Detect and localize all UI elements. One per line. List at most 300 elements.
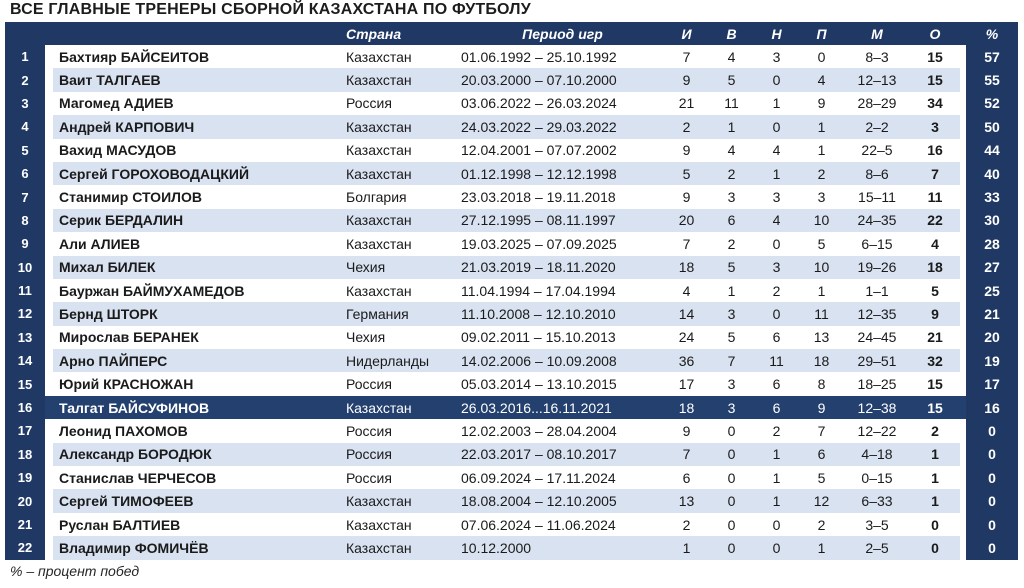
coach-name: Серик БЕРДАЛИН — [53, 209, 340, 232]
left-gap — [45, 279, 53, 302]
table-row — [5, 419, 1018, 442]
games-cell: 24 — [664, 326, 709, 349]
left-gap — [45, 536, 53, 559]
left-gap — [45, 513, 53, 536]
draws-cell: 1 — [754, 92, 799, 115]
rank-cell: 18 — [5, 443, 45, 466]
table-row — [5, 279, 1018, 302]
table-header-row — [5, 22, 1018, 45]
points-cell: 1 — [910, 466, 960, 489]
header-goals: М — [844, 22, 910, 45]
wins-cell: 4 — [709, 139, 754, 162]
percent-cell: 33 — [966, 185, 1018, 208]
percent-cell: 0 — [966, 466, 1018, 489]
goals-cell: 8–6 — [844, 162, 910, 185]
coach-name: Вахид МАСУДОВ — [53, 139, 340, 162]
wins-cell: 1 — [709, 115, 754, 138]
rank-cell: 14 — [5, 349, 45, 372]
draws-cell: 1 — [754, 466, 799, 489]
coach-name: Али АЛИЕВ — [53, 232, 340, 255]
period-cell: 20.03.2000 – 07.10.2000 — [454, 68, 664, 91]
period-cell: 09.02.2011 – 15.10.2013 — [454, 326, 664, 349]
percent-cell: 16 — [966, 396, 1018, 419]
country-cell: Россия — [340, 466, 454, 489]
percent-cell: 30 — [966, 209, 1018, 232]
losses-cell: 1 — [799, 536, 844, 559]
points-cell: 34 — [910, 92, 960, 115]
period-cell: 01.06.1992 – 25.10.1992 — [454, 45, 664, 68]
rank-cell: 15 — [5, 372, 45, 395]
table-row — [5, 185, 1018, 208]
country-cell: Казахстан — [340, 279, 454, 302]
losses-cell: 9 — [799, 92, 844, 115]
rank-cell: 16 — [5, 396, 45, 419]
goals-cell: 6–15 — [844, 232, 910, 255]
country-cell: Казахстан — [340, 536, 454, 559]
games-cell: 7 — [664, 443, 709, 466]
table-row — [5, 92, 1018, 115]
left-gap — [45, 396, 53, 419]
header-losses: П — [799, 22, 844, 45]
country-cell: Болгария — [340, 185, 454, 208]
points-cell: 16 — [910, 139, 960, 162]
games-cell: 9 — [664, 419, 709, 442]
rank-cell: 9 — [5, 232, 45, 255]
draws-cell: 0 — [754, 68, 799, 91]
percent-cell: 17 — [966, 372, 1018, 395]
coach-name: Александр БОРОДЮК — [53, 443, 340, 466]
coach-name: Станимир СТОИЛОВ — [53, 185, 340, 208]
goals-cell: 0–15 — [844, 466, 910, 489]
header-gap-left — [45, 22, 53, 45]
losses-cell: 11 — [799, 302, 844, 325]
rank-cell: 3 — [5, 92, 45, 115]
period-cell: 12.02.2003 – 28.04.2004 — [454, 419, 664, 442]
wins-cell: 0 — [709, 489, 754, 512]
goals-cell: 4–18 — [844, 443, 910, 466]
period-cell: 06.09.2024 – 17.11.2024 — [454, 466, 664, 489]
coach-name: Сергей ТИМОФЕЕВ — [53, 489, 340, 512]
points-cell: 21 — [910, 326, 960, 349]
goals-cell: 12–35 — [844, 302, 910, 325]
losses-cell: 18 — [799, 349, 844, 372]
coach-name: Бернд ШТОРК — [53, 302, 340, 325]
goals-cell: 28–29 — [844, 92, 910, 115]
goals-cell: 12–38 — [844, 396, 910, 419]
losses-cell: 7 — [799, 419, 844, 442]
points-cell: 4 — [910, 232, 960, 255]
country-cell: Чехия — [340, 256, 454, 279]
period-cell: 14.02.2006 – 10.09.2008 — [454, 349, 664, 372]
left-gap — [45, 162, 53, 185]
draws-cell: 6 — [754, 372, 799, 395]
header-games: И — [664, 22, 709, 45]
period-cell: 03.06.2022 – 26.03.2024 — [454, 92, 664, 115]
games-cell: 13 — [664, 489, 709, 512]
goals-cell: 12–22 — [844, 419, 910, 442]
rank-cell: 13 — [5, 326, 45, 349]
wins-cell: 3 — [709, 302, 754, 325]
losses-cell: 5 — [799, 232, 844, 255]
table-row — [5, 443, 1018, 466]
points-cell: 9 — [910, 302, 960, 325]
losses-cell: 1 — [799, 139, 844, 162]
left-gap — [45, 443, 53, 466]
percent-cell: 21 — [966, 302, 1018, 325]
header-percent: % — [966, 22, 1018, 45]
rank-cell: 5 — [5, 139, 45, 162]
coach-name: Михал БИЛЕК — [53, 256, 340, 279]
percent-cell: 55 — [966, 68, 1018, 91]
header-country: Страна — [340, 22, 454, 45]
country-cell: Казахстан — [340, 513, 454, 536]
draws-cell: 0 — [754, 536, 799, 559]
left-gap — [45, 68, 53, 91]
period-cell: 10.12.2000 — [454, 536, 664, 559]
period-cell: 11.10.2008 – 12.10.2010 — [454, 302, 664, 325]
coach-name: Талгат БАЙСУФИНОВ — [53, 396, 340, 419]
wins-cell: 5 — [709, 68, 754, 91]
losses-cell: 0 — [799, 45, 844, 68]
country-cell: Казахстан — [340, 232, 454, 255]
coach-name: Арно ПАЙПЕРС — [53, 349, 340, 372]
wins-cell: 3 — [709, 396, 754, 419]
wins-cell: 3 — [709, 372, 754, 395]
wins-cell: 2 — [709, 232, 754, 255]
draws-cell: 4 — [754, 139, 799, 162]
wins-cell: 11 — [709, 92, 754, 115]
left-gap — [45, 92, 53, 115]
table-row — [5, 396, 1018, 419]
country-cell: Россия — [340, 372, 454, 395]
table-row — [5, 209, 1018, 232]
losses-cell: 2 — [799, 162, 844, 185]
games-cell: 18 — [664, 396, 709, 419]
country-cell: Нидерланды — [340, 349, 454, 372]
games-cell: 9 — [664, 68, 709, 91]
period-cell: 12.04.2001 – 07.07.2002 — [454, 139, 664, 162]
draws-cell: 1 — [754, 489, 799, 512]
rank-cell: 6 — [5, 162, 45, 185]
goals-cell: 12–13 — [844, 68, 910, 91]
coach-name: Ваит ТАЛГАЕВ — [53, 68, 340, 91]
games-cell: 18 — [664, 256, 709, 279]
coaches-table — [5, 22, 1018, 560]
wins-cell: 0 — [709, 513, 754, 536]
points-cell: 18 — [910, 256, 960, 279]
left-gap — [45, 349, 53, 372]
table-row — [5, 326, 1018, 349]
wins-cell: 6 — [709, 209, 754, 232]
games-cell: 1 — [664, 536, 709, 559]
games-cell: 21 — [664, 92, 709, 115]
percent-cell: 19 — [966, 349, 1018, 372]
losses-cell: 13 — [799, 326, 844, 349]
losses-cell: 12 — [799, 489, 844, 512]
losses-cell: 9 — [799, 396, 844, 419]
period-cell: 11.04.1994 – 17.04.1994 — [454, 279, 664, 302]
table-row — [5, 256, 1018, 279]
wins-cell: 7 — [709, 349, 754, 372]
country-cell: Казахстан — [340, 139, 454, 162]
coach-name: Сергей ГОРОХОВОДАЦКИЙ — [53, 162, 340, 185]
wins-cell: 4 — [709, 45, 754, 68]
percent-cell: 44 — [966, 139, 1018, 162]
draws-cell: 3 — [754, 185, 799, 208]
points-cell: 15 — [910, 396, 960, 419]
country-cell: Казахстан — [340, 45, 454, 68]
period-cell: 18.08.2004 – 12.10.2005 — [454, 489, 664, 512]
coach-name: Бахтияр БАЙСЕИТОВ — [53, 45, 340, 68]
period-cell: 07.06.2024 – 11.06.2024 — [454, 513, 664, 536]
rank-cell: 1 — [5, 45, 45, 68]
table-row — [5, 68, 1018, 91]
country-cell: Казахстан — [340, 489, 454, 512]
left-gap — [45, 139, 53, 162]
left-gap — [45, 419, 53, 442]
goals-cell: 6–33 — [844, 489, 910, 512]
footnote: % – процент побед — [10, 563, 140, 579]
period-cell: 05.03.2014 – 13.10.2015 — [454, 372, 664, 395]
country-cell: Россия — [340, 92, 454, 115]
losses-cell: 6 — [799, 443, 844, 466]
draws-cell: 6 — [754, 326, 799, 349]
losses-cell: 1 — [799, 279, 844, 302]
rank-cell: 4 — [5, 115, 45, 138]
goals-cell: 8–3 — [844, 45, 910, 68]
percent-cell: 0 — [966, 513, 1018, 536]
percent-cell: 0 — [966, 536, 1018, 559]
country-cell: Казахстан — [340, 396, 454, 419]
draws-cell: 0 — [754, 302, 799, 325]
country-cell: Германия — [340, 302, 454, 325]
goals-cell: 15–11 — [844, 185, 910, 208]
coach-name: Мирослав БЕРАНЕК — [53, 326, 340, 349]
percent-cell: 50 — [966, 115, 1018, 138]
draws-cell: 2 — [754, 419, 799, 442]
games-cell: 17 — [664, 372, 709, 395]
games-cell: 4 — [664, 279, 709, 302]
points-cell: 2 — [910, 419, 960, 442]
points-cell: 1 — [910, 489, 960, 512]
wins-cell: 5 — [709, 256, 754, 279]
points-cell: 0 — [910, 536, 960, 559]
coach-name: Магомед АДИЕВ — [53, 92, 340, 115]
header-wins: В — [709, 22, 754, 45]
country-cell: Чехия — [340, 326, 454, 349]
wins-cell: 5 — [709, 326, 754, 349]
draws-cell: 0 — [754, 513, 799, 536]
coach-name: Станислав ЧЕРЧЕСОВ — [53, 466, 340, 489]
goals-cell: 3–5 — [844, 513, 910, 536]
header-period: Период игр — [454, 22, 664, 45]
percent-cell: 25 — [966, 279, 1018, 302]
goals-cell: 2–2 — [844, 115, 910, 138]
games-cell: 2 — [664, 115, 709, 138]
losses-cell: 4 — [799, 68, 844, 91]
rank-cell: 22 — [5, 536, 45, 559]
draws-cell: 1 — [754, 443, 799, 466]
percent-cell: 20 — [966, 326, 1018, 349]
left-gap — [45, 302, 53, 325]
draws-cell: 6 — [754, 396, 799, 419]
goals-cell: 22–5 — [844, 139, 910, 162]
points-cell: 5 — [910, 279, 960, 302]
draws-cell: 3 — [754, 256, 799, 279]
table-row — [5, 372, 1018, 395]
games-cell: 5 — [664, 162, 709, 185]
percent-cell: 57 — [966, 45, 1018, 68]
country-cell: Казахстан — [340, 68, 454, 91]
games-cell: 9 — [664, 185, 709, 208]
games-cell: 7 — [664, 45, 709, 68]
draws-cell: 2 — [754, 279, 799, 302]
country-cell: Россия — [340, 443, 454, 466]
coach-name: Руслан БАЛТИЕВ — [53, 513, 340, 536]
goals-cell: 24–45 — [844, 326, 910, 349]
header-name — [53, 22, 340, 45]
wins-cell: 0 — [709, 536, 754, 559]
header-rank — [5, 22, 45, 45]
country-cell: Казахстан — [340, 162, 454, 185]
rank-cell: 7 — [5, 185, 45, 208]
points-cell: 15 — [910, 372, 960, 395]
header-points: О — [910, 22, 960, 45]
wins-cell: 0 — [709, 466, 754, 489]
points-cell: 22 — [910, 209, 960, 232]
period-cell: 22.03.2017 – 08.10.2017 — [454, 443, 664, 466]
rank-cell: 2 — [5, 68, 45, 91]
wins-cell: 3 — [709, 185, 754, 208]
period-cell: 24.03.2022 – 29.03.2022 — [454, 115, 664, 138]
percent-cell: 0 — [966, 419, 1018, 442]
wins-cell: 0 — [709, 443, 754, 466]
table-row — [5, 115, 1018, 138]
draws-cell: 11 — [754, 349, 799, 372]
goals-cell: 18–25 — [844, 372, 910, 395]
left-gap — [45, 209, 53, 232]
draws-cell: 0 — [754, 115, 799, 138]
losses-cell: 10 — [799, 209, 844, 232]
wins-cell: 1 — [709, 279, 754, 302]
left-gap — [45, 45, 53, 68]
points-cell: 7 — [910, 162, 960, 185]
table-row — [5, 139, 1018, 162]
losses-cell: 5 — [799, 466, 844, 489]
points-cell: 15 — [910, 68, 960, 91]
left-gap — [45, 372, 53, 395]
goals-cell: 1–1 — [844, 279, 910, 302]
draws-cell: 3 — [754, 45, 799, 68]
draws-cell: 0 — [754, 232, 799, 255]
rank-cell: 21 — [5, 513, 45, 536]
table-row — [5, 349, 1018, 372]
table-row — [5, 45, 1018, 68]
left-gap — [45, 185, 53, 208]
country-cell: Россия — [340, 419, 454, 442]
points-cell: 3 — [910, 115, 960, 138]
games-cell: 14 — [664, 302, 709, 325]
percent-cell: 0 — [966, 489, 1018, 512]
country-cell: Казахстан — [340, 115, 454, 138]
percent-cell: 28 — [966, 232, 1018, 255]
losses-cell: 10 — [799, 256, 844, 279]
percent-cell: 27 — [966, 256, 1018, 279]
table-row — [5, 232, 1018, 255]
losses-cell: 1 — [799, 115, 844, 138]
percent-cell: 52 — [966, 92, 1018, 115]
left-gap — [45, 256, 53, 279]
table-body — [5, 45, 1018, 560]
wins-cell: 2 — [709, 162, 754, 185]
losses-cell: 2 — [799, 513, 844, 536]
games-cell: 7 — [664, 232, 709, 255]
left-gap — [45, 466, 53, 489]
rank-cell: 10 — [5, 256, 45, 279]
points-cell: 11 — [910, 185, 960, 208]
rank-cell: 19 — [5, 466, 45, 489]
table-row — [5, 466, 1018, 489]
wins-cell: 0 — [709, 419, 754, 442]
left-gap — [45, 232, 53, 255]
left-gap — [45, 115, 53, 138]
rank-cell: 8 — [5, 209, 45, 232]
coach-name: Юрий КРАСНОЖАН — [53, 372, 340, 395]
losses-cell: 8 — [799, 372, 844, 395]
draws-cell: 4 — [754, 209, 799, 232]
period-cell: 23.03.2018 – 19.11.2018 — [454, 185, 664, 208]
table-row — [5, 162, 1018, 185]
games-cell: 9 — [664, 139, 709, 162]
rank-cell: 11 — [5, 279, 45, 302]
coach-name: Бауржан БАЙМУХАМЕДОВ — [53, 279, 340, 302]
coach-name: Андрей КАРПОВИЧ — [53, 115, 340, 138]
goals-cell: 24–35 — [844, 209, 910, 232]
points-cell: 15 — [910, 45, 960, 68]
draws-cell: 1 — [754, 162, 799, 185]
percent-cell: 0 — [966, 443, 1018, 466]
left-gap — [45, 489, 53, 512]
period-cell: 19.03.2025 – 07.09.2025 — [454, 232, 664, 255]
games-cell: 20 — [664, 209, 709, 232]
goals-cell: 2–5 — [844, 536, 910, 559]
goals-cell: 19–26 — [844, 256, 910, 279]
goals-cell: 29–51 — [844, 349, 910, 372]
table-row — [5, 513, 1018, 536]
table-row — [5, 302, 1018, 325]
period-cell: 26.03.2016...16.11.2021 — [454, 396, 664, 419]
left-gap — [45, 326, 53, 349]
percent-cell: 40 — [966, 162, 1018, 185]
points-cell: 0 — [910, 513, 960, 536]
games-cell: 6 — [664, 466, 709, 489]
period-cell: 27.12.1995 – 08.11.1997 — [454, 209, 664, 232]
points-cell: 32 — [910, 349, 960, 372]
page-title: ВСЕ ГЛАВНЫЕ ТРЕНЕРЫ СБОРНОЙ КАЗАХСТАНА ПО ФУТБОЛУ — [10, 1, 531, 18]
header-draws: Н — [754, 22, 799, 45]
period-cell: 21.03.2019 – 18.11.2020 — [454, 256, 664, 279]
rank-cell: 20 — [5, 489, 45, 512]
rank-cell: 12 — [5, 302, 45, 325]
games-cell: 36 — [664, 349, 709, 372]
coach-name: Леонид ПАХОМОВ — [53, 419, 340, 442]
games-cell: 2 — [664, 513, 709, 536]
rank-cell: 17 — [5, 419, 45, 442]
table-row — [5, 489, 1018, 512]
coach-name: Владимир ФОМИЧЁВ — [53, 536, 340, 559]
points-cell: 1 — [910, 443, 960, 466]
table-row — [5, 536, 1018, 559]
